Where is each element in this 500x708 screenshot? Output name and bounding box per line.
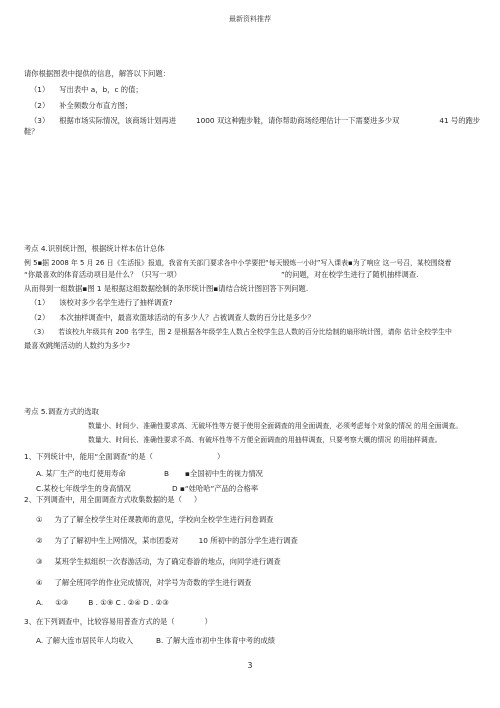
s4-example-line2a: “你最喜欢的体育活动项目是什么？（只写一项） xyxy=(24,270,182,279)
s1-q3-cont: 鞋？ xyxy=(24,127,39,136)
q2-item-3-text: 某班学生拟组织一次春游活动，为了确定春游的地点，向同学进行调查 xyxy=(54,557,281,566)
q2-item-3 xyxy=(36,557,281,567)
s1-q2-num: （2） xyxy=(30,101,50,110)
q2-item-1-num: ① xyxy=(36,515,43,524)
s1-q3-text-a: 根据市场实际情况，该商场计划再进 xyxy=(59,116,176,125)
q2-item-1-text: 为了了解全校学生对任课教师的意见，学校向全校学生进行问卷调查 xyxy=(54,515,274,524)
s4-q3-text: 若该校九年级共有 200 名学生，图 2 是根据各年级学生人数占全校学生总人数的百分比绘制的扇形统计图，请你 估计全校学生中 xyxy=(58,328,452,336)
s1-q3-text-c: 41 号的跑步 xyxy=(439,116,481,125)
q2-answers xyxy=(36,598,169,608)
s1-q1-text: 写出表中 a，b，c 的值； xyxy=(59,85,143,94)
q1-stem-text: 1、下列统计中，能用“全面调查”的是（ xyxy=(24,452,153,461)
q2-item-4-num: ④ xyxy=(36,578,43,587)
s1-q3 xyxy=(30,116,480,126)
q2-stem-text: 2、下列调查中，用全面调查方式收集数据的是（ xyxy=(24,495,182,504)
intro-text: 请你根据图表中提供的信息，解答以下问题： xyxy=(24,69,170,78)
q2-answers-rest: B . ①⑨ C . ②④ D . ②③ xyxy=(88,598,169,607)
q3-stem xyxy=(24,617,212,627)
q1-option-d: D ▪“娃哈哈”产品的合格率 xyxy=(172,484,259,493)
s1-q1 xyxy=(30,85,143,95)
q3-option-b: B. 了解大连市初中生体育中考的成绩 xyxy=(156,636,276,645)
s4-q2-num: （2） xyxy=(30,313,50,322)
q2-item-2-text-a: 为了了解初中生上网情况，某市团委对 xyxy=(54,536,179,545)
q2-answer-a-value: ①③ xyxy=(55,598,69,607)
q2-answer-a: A. xyxy=(36,598,44,607)
q2-stem-end: ） xyxy=(193,495,202,504)
s1-q1-num: （1） xyxy=(30,85,50,94)
s4-example-line2 xyxy=(24,270,418,280)
s1-q2 xyxy=(30,101,132,111)
s1-q2-text: 补全频数分布直方图； xyxy=(59,101,133,110)
s5-paragraph-2: 数量大、时间长、准确性要求不高、有破坏性等不方便全面调查的用抽样调查，只要考察大概的情况 的用抽样调查。 xyxy=(88,436,442,444)
q2-item-4 xyxy=(36,578,252,588)
q1-option-b-text: ▪全国初中生的视力情况 xyxy=(185,469,263,478)
q1-stem-end: ） xyxy=(216,452,225,461)
q2-stem xyxy=(24,495,201,505)
page-header: 最新资料推荐 xyxy=(229,15,271,23)
q2-item-3-num: ③ xyxy=(36,557,43,566)
q1-stem xyxy=(24,452,224,462)
page-number: 3 xyxy=(247,661,253,670)
s4-q1-text: 该校对多少名学生进行了抽样调查? xyxy=(59,298,173,307)
s4-example-line3: 从而得到一组数据▪图 1 是根据这组数据绘制的条形统计图▪请结合统计图回答下列问题. xyxy=(24,284,309,293)
q3-option-a: A. 了解大连市居民年人均收入 xyxy=(36,636,134,645)
q2-item-2 xyxy=(36,536,298,546)
s1-q3-text-b: 1000 双这种跑步鞋，请你帮助商场经理估计一下需要进多少双 xyxy=(196,116,400,125)
s4-q3 xyxy=(30,327,452,337)
s4-example-line1: 例 5▪据 2008 年 5 月 26 日《生活报》报道，我省有关部门要求各中小学要把“每天锻炼一小时”写入课表▪为了响应 这一号召，某校围绕着 xyxy=(24,259,452,267)
q2-item-4-text: 了解全班同学的作业完成情况，对学号为奇数的学生进行调查 xyxy=(54,578,252,587)
s4-q1 xyxy=(30,298,173,308)
s1-q3-num: （3） xyxy=(30,116,50,125)
s4-q2-text: 本次抽样调查中，最喜欢篮球活动的有多少人？占被调查人数的百分比是多少？ xyxy=(59,313,315,322)
q2-item-2-text-b: 10 所初中的部分学生进行调查 xyxy=(198,536,298,545)
s4-q3-num: （3） xyxy=(30,328,49,336)
q3-stem-text: 3、在下列调查中，比较容易用普查方式的是（ xyxy=(24,617,175,626)
q1-option-a: A. 某厂生产的电灯使用寿命 xyxy=(36,469,126,478)
s4-q3-cont: 最喜欢跳绳活动的人数约为多少? xyxy=(24,341,131,350)
q1-option-b-letter: B xyxy=(164,469,170,478)
q2-item-2-num: ② xyxy=(36,536,43,545)
s5-title: 考点 5.调查方式的选取 xyxy=(24,407,99,416)
s5-paragraph-1: 数量小、时间少、准确性要求高、无破坏性等方便于使用全面调查的用全面调查，必须考虑每个对象的情况 的用全面调查。 xyxy=(88,422,463,430)
s4-q1-num: （1） xyxy=(30,298,50,307)
q1-option-c: C.某校七年级学生的身高情况 xyxy=(36,484,131,493)
q2-item-1 xyxy=(36,515,273,525)
s4-title: 考点 4.识别统计图，根据统计样本估计总体 xyxy=(24,244,165,253)
s4-example-line2b: ”的问题，对在校学生进行了随机抽样调查. xyxy=(281,270,419,279)
q3-stem-end: ） xyxy=(204,617,212,626)
s4-q2 xyxy=(30,313,315,323)
q1-option-b xyxy=(164,469,263,479)
